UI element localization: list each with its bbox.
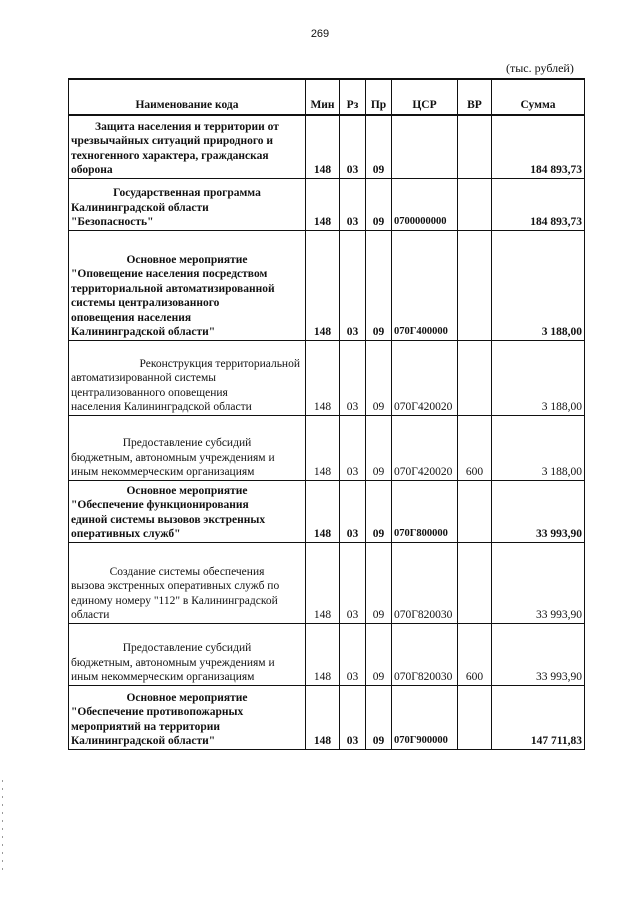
row-csr: 070Г820030	[392, 542, 458, 623]
row-sum: 184 893,73	[492, 115, 585, 178]
row-csr	[392, 115, 458, 178]
row-name-line: Предоставление субсидий	[122, 642, 252, 654]
row-sum: 3 188,00	[492, 415, 585, 480]
row-name-line: бюджетным, автономным учреждениям и	[71, 451, 275, 464]
row-name-line: Калининградской области"	[71, 326, 216, 338]
row-name-line: "Оповещение населения посредством	[71, 268, 268, 280]
header-min: Мин	[306, 79, 340, 115]
row-name-line: оперативных служб"	[71, 528, 181, 540]
row-csr: 0700000000	[392, 178, 458, 230]
table-row	[69, 685, 585, 749]
row-rz: 03	[340, 415, 366, 480]
header-name: Наименование кода	[69, 79, 306, 115]
row-csr: 070Г900000	[392, 685, 458, 749]
table-row	[69, 115, 585, 178]
table-row	[69, 230, 585, 340]
row-name-line: Основное мероприятие	[126, 484, 248, 497]
row-min: 148	[306, 480, 340, 542]
table-row	[69, 178, 585, 230]
row-name-line: системы централизованного	[71, 297, 220, 309]
row-name-line: иным некоммерческим организациям	[71, 671, 255, 683]
row-pr: 09	[366, 542, 392, 623]
row-pr: 09	[366, 623, 392, 685]
row-pr: 09	[366, 230, 392, 340]
table-row	[69, 623, 585, 685]
row-name-line: Предоставление субсидий	[122, 437, 252, 449]
row-min: 148	[306, 542, 340, 623]
row-rz: 03	[340, 230, 366, 340]
row-sum: 3 188,00	[492, 340, 585, 415]
row-name-line: области	[71, 609, 110, 621]
row-name	[69, 178, 306, 230]
row-name-line: единому номеру "112" в Калининградской	[71, 594, 278, 607]
row-name-line: Основное мероприятие	[126, 691, 248, 704]
row-min: 148	[306, 115, 340, 178]
row-name-line: мероприятий на территории	[71, 720, 221, 733]
header-sum: Сумма	[492, 79, 585, 115]
row-name-line: Калининградской области	[71, 201, 209, 214]
row-vr	[458, 480, 492, 542]
row-name	[69, 230, 306, 340]
row-name	[69, 542, 306, 623]
row-name-line: Защита населения и территории от	[95, 120, 279, 133]
row-sum: 33 993,90	[492, 480, 585, 542]
header-rz: Рз	[340, 79, 366, 115]
row-min: 148	[306, 685, 340, 749]
row-vr	[458, 230, 492, 340]
row-sum: 184 893,73	[492, 178, 585, 230]
row-min: 148	[306, 178, 340, 230]
row-vr	[458, 542, 492, 623]
row-csr: 070Г820030	[392, 623, 458, 685]
row-name-line: "Безопасность"	[71, 216, 154, 228]
row-name-line: населения Калининградской области	[71, 401, 252, 413]
row-rz: 03	[340, 178, 366, 230]
row-min: 148	[306, 230, 340, 340]
row-name-line: автоматизированной системы	[71, 372, 217, 384]
row-name-line: Калининградской области"	[71, 735, 216, 747]
row-rz: 03	[340, 623, 366, 685]
row-pr: 09	[366, 685, 392, 749]
row-sum: 33 993,90	[492, 623, 585, 685]
row-csr: 070Г420020	[392, 415, 458, 480]
table-row	[69, 480, 585, 542]
row-name	[69, 340, 306, 415]
row-vr: 600	[458, 415, 492, 480]
header-pr: Пр	[366, 79, 392, 115]
row-sum: 3 188,00	[492, 230, 585, 340]
row-name-line: централизованного оповещения	[71, 386, 228, 399]
row-pr: 09	[366, 115, 392, 178]
table-row	[69, 340, 585, 415]
row-vr	[458, 685, 492, 749]
row-csr: 070Г420020	[392, 340, 458, 415]
budget-table	[68, 78, 585, 750]
row-name	[69, 415, 306, 480]
header-row	[69, 79, 585, 115]
row-name	[69, 685, 306, 749]
row-name-line: Создание системы обеспечения	[109, 565, 265, 578]
row-pr: 09	[366, 415, 392, 480]
row-name-line: территориальной автоматизированной	[71, 282, 275, 295]
table-row	[69, 542, 585, 623]
row-name-line: вызова экстренных оперативных служб по	[71, 580, 280, 592]
row-name-line: оповещения населения	[71, 311, 192, 324]
row-rz: 03	[340, 685, 366, 749]
scan-margin-mark	[2, 780, 3, 870]
units-note: (тыс. рублей)	[506, 61, 574, 75]
row-min: 148	[306, 415, 340, 480]
row-sum: 33 993,90	[492, 542, 585, 623]
row-name-line: Основное мероприятие	[126, 253, 248, 266]
row-name	[69, 115, 306, 178]
table-row	[69, 415, 585, 480]
header-vr: ВР	[458, 79, 492, 115]
row-sum: 147 711,83	[492, 685, 585, 749]
row-csr: 070Г800000	[392, 480, 458, 542]
page-number: 269	[310, 28, 330, 40]
row-vr: 600	[458, 623, 492, 685]
header-csr: ЦСР	[392, 79, 458, 115]
row-min: 148	[306, 340, 340, 415]
row-name-line: чрезвычайных ситуаций природного и	[71, 135, 274, 147]
row-vr	[458, 178, 492, 230]
row-csr: 070Г400000	[392, 230, 458, 340]
row-pr: 09	[366, 178, 392, 230]
row-rz: 03	[340, 115, 366, 178]
row-pr: 09	[366, 480, 392, 542]
row-name	[69, 480, 306, 542]
row-rz: 03	[340, 480, 366, 542]
row-name-line: "Обеспечение функционирования	[71, 499, 249, 511]
row-name-line: Государственная программа	[113, 187, 261, 199]
row-name-line: техногенного характера, гражданская	[71, 149, 269, 162]
row-name-line: "Обеспечение противопожарных	[71, 706, 244, 718]
row-pr: 09	[366, 340, 392, 415]
row-name-line: Реконструкция территориальной	[139, 357, 300, 370]
row-rz: 03	[340, 542, 366, 623]
row-name-line: единой системы вызовов экстренных	[71, 513, 266, 526]
row-name	[69, 623, 306, 685]
row-name-line: оборона	[71, 164, 113, 176]
row-vr	[458, 115, 492, 178]
row-name-line: бюджетным, автономным учреждениям и	[71, 656, 275, 669]
row-rz: 03	[340, 340, 366, 415]
row-min: 148	[306, 623, 340, 685]
row-vr	[458, 340, 492, 415]
row-name-line: иным некоммерческим организациям	[71, 466, 255, 478]
